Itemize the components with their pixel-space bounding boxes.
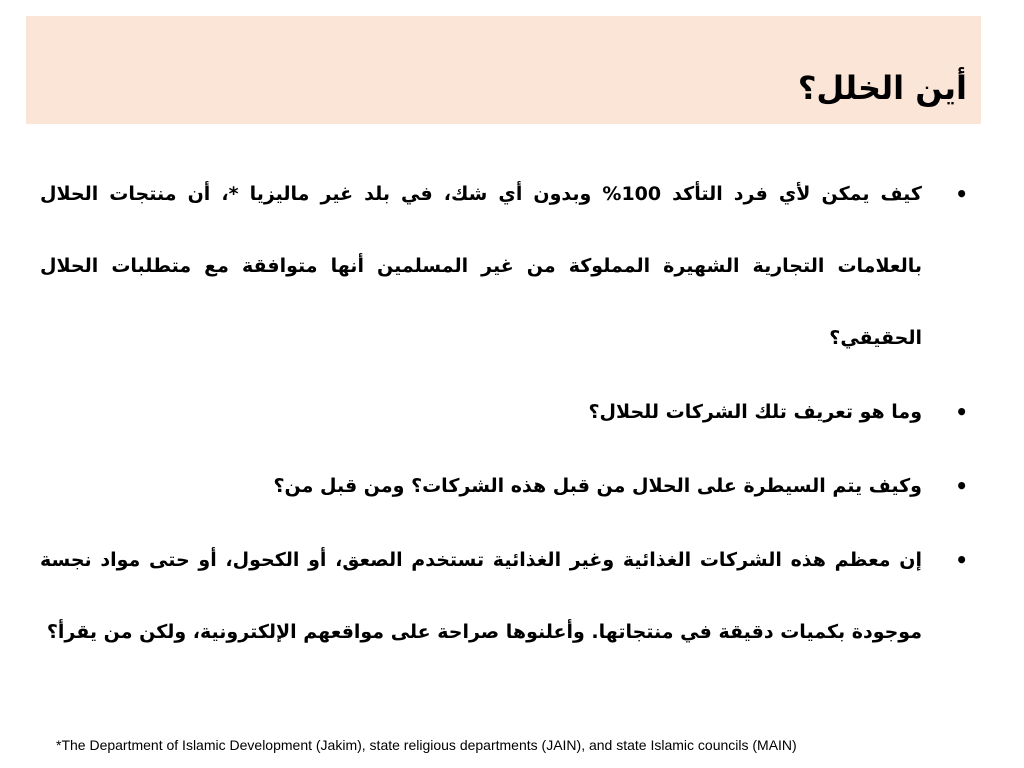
bullet-dot-icon: •	[955, 182, 968, 206]
bullet-text: وما هو تعريف تلك الشركات للحلال؟	[588, 401, 922, 423]
bullet-text: وكيف يتم السيطرة على الحلال من قبل هذه الشركات؟ ومن قبل من؟	[273, 475, 922, 497]
bullet-item	[40, 450, 980, 522]
bullet-text: كيف يمكن لأي فرد التأكد 100% وبدون أي شك، في بلد غير ماليزيا *، أن منتجات الحلال بالعلامات التجارية الشهيرة المملوكة من غير المسلمين أنها متوافقة مع متطلبات الحلال الحقيقي؟	[40, 183, 922, 349]
bullet-list	[40, 158, 980, 668]
bullet-dot-icon: •	[955, 548, 968, 572]
bullet-dot-icon: •	[955, 474, 968, 498]
bullet-item	[40, 158, 980, 374]
bullet-item	[40, 524, 980, 668]
title-band	[26, 16, 981, 124]
footnote: *The Department of Islamic Development (Jakim), state religious departments (JAIN), and state Islamic councils (MAIN)	[56, 737, 797, 753]
slide-title: أين الخلل؟	[797, 69, 967, 107]
bullet-item	[40, 376, 980, 448]
bullet-dot-icon: •	[955, 400, 968, 424]
slide-content	[40, 158, 980, 670]
bullet-text: إن معظم هذه الشركات الغذائية وغير الغذائية تستخدم الصعق، أو الكحول، أو حتى مواد نجسة موجودة بكميات دقيقة في منتجاتها. وأعلنوها صراحة على مواقعهم الإلكترونية، ولكن من يقرأ؟	[40, 549, 922, 643]
